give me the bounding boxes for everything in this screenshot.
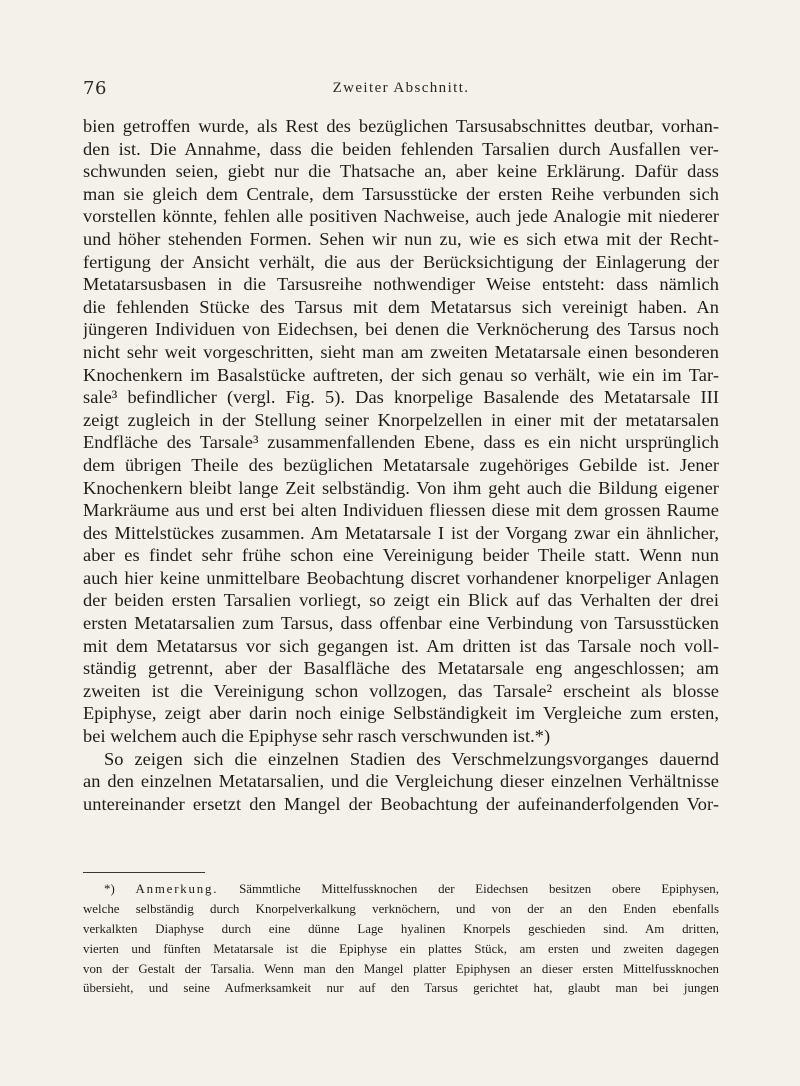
body-line: Knochenkern im Basalstücke auftreten, der sich genau so verhält, wie ein im Tar- [83, 364, 719, 385]
body-line: an den einzelnen Metatarsalien, und die Vergleichung dieser einzelnen Verhältnisse [83, 771, 719, 792]
body-line: Metatarsusbasen in die Tarsusreihe nothwendiger Weise entsteht: dass nämlich [83, 274, 719, 295]
footnote-marker: *) [104, 882, 115, 896]
body-line: auch hier keine unmittelbare Beobachtung discret vorhandener knorpeliger Anlagen [83, 567, 719, 588]
body-line: Endfläche des Tarsale³ zusammenfallenden Ebene, dass es ein nicht ursprünglich [83, 432, 719, 453]
footnote-line: verkalkten Diaphyse durch eine dünne Lage hyalinen Knorpels geschieden sind. Am dritten, [83, 921, 719, 936]
body-line: zeigt zugleich in der Stellung seiner Knorpelzellen in einer mit der metatarsalen [83, 409, 719, 430]
body-line: bien getroffen wurde, als Rest des bezüglichen Tarsusabschnittes deutbar, vorhan- [83, 116, 719, 136]
footnote-divider [83, 872, 205, 873]
running-head [83, 78, 719, 106]
page-number: 76 [83, 78, 107, 99]
body-line: Knochenkern bleibt lange Zeit selbständig. Von ihm geht auch die Bildung eigener [83, 477, 719, 498]
body-line: vorstellen könnte, fehlen alle positiven Nachweise, auch jede Analogie mit niederer [83, 206, 719, 227]
body-line: ersten Metatarsalien zum Tarsus, dass offenbar eine Verbindung von Tarsusstücken [83, 613, 719, 634]
body-line: man sie gleich dem Centrale, dem Tarsusstücke der ersten Reihe verbunden sich [83, 183, 719, 204]
body-line: jüngeren Individuen von Eidechsen, bei denen die Verknöcherung des Tarsus noch [83, 319, 719, 340]
section-title: Zweiter Abschnitt. [332, 80, 470, 96]
body-line: und höher stehenden Formen. Sehen wir nun zu, wie es sich etwa mit der Recht- [83, 228, 719, 249]
body-line: untereinander ersetzt den Mangel der Beobachtung der aufeinanderfolgenden Vor- [83, 793, 719, 814]
body-line: mit dem Metatarsus vor sich gegangen ist. Am dritten ist das Tarsale noch voll- [83, 635, 719, 656]
body-line: Epiphyse, zeigt aber darin noch einige Selbständigkeit im Vergleiche zum ersten, [83, 703, 719, 724]
body-line: schwunden seien, giebt nur die Thatsache an, aber keine Erklärung. Dafür dass [83, 161, 719, 182]
body-line: der beiden ersten Tarsalien vorliegt, so zeigt ein Blick auf das Verhalten der drei [83, 590, 719, 611]
footnote-line: welche selbständig durch Knorpelverkalkung verknöchern, und von der an den Enden ebenfalls [83, 901, 719, 916]
footnote [83, 880, 719, 999]
body-line: des Mittelstückes zusammen. Am Metatarsale I ist der Vorgang zwar ein ähnlicher, [83, 522, 719, 543]
body-line: nicht sehr weit vorgeschritten, sieht man am zweiten Metatarsale einen besonderen [83, 341, 719, 362]
footnote-first-line-text: Sämmtliche Mittelfussknochen der Eidechsen besitzen obere Epiphysen, [239, 882, 719, 896]
footnote-line: übersieht, und seine Aufmerksamkeit nur auf den Tarsus gerichtet hat, glaubt man bei jungen [83, 981, 719, 996]
body-line: sale³ befindlicher (vergl. Fig. 5). Das knorpelige Basalende des Metatarsale III [83, 387, 719, 408]
body-line: bei welchem auch die Epiphyse sehr rasch verschwunden ist.*) [83, 726, 551, 747]
body-line: die fehlenden Stücke des Tarsus mit dem Metatarsus sich vereinigt haben. An [83, 296, 719, 317]
body-text [83, 115, 719, 815]
footnote-label: Anmerkung. [135, 882, 219, 896]
body-line: zweiten ist die Vereinigung schon vollzogen, das Tarsale² erscheint als blosse [83, 680, 719, 701]
body-line: fertigung der Ansicht verhält, die aus der Berücksichtigung der Einlagerung der [83, 251, 719, 272]
footnote-line: von der Gestalt der Tarsalia. Wenn man den Mangel platter Epiphysen an dieser ersten Mittelfussknochen [83, 961, 719, 976]
body-line: dem übrigen Theile des bezüglichen Metatarsale zugehöriges Gebilde ist. Jener [83, 454, 719, 475]
body-line: ständig getrennt, aber der Basalfläche des Metatarsale eng angeschlossen; am [83, 658, 719, 679]
body-line: den ist. Die Annahme, dass die beiden fehlenden Tarsalien durch Ausfallen ver- [83, 138, 719, 159]
footnote-first-line [83, 880, 719, 900]
body-line: aber es findet sehr frühe schon eine Vereinigung beider Theile statt. Wenn nun [83, 545, 719, 566]
footnote-line: vierten und fünften Metatarsale ist die Epiphyse ein plattes Stück, am ersten und zweiten dagegen [83, 941, 719, 956]
body-line: So zeigen sich die einzelnen Stadien des Verschmelzungsvorganges dauernd [104, 748, 719, 769]
body-line: Markräume aus und erst bei alten Individuen fliessen diese mit dem grossen Raume [83, 500, 719, 521]
